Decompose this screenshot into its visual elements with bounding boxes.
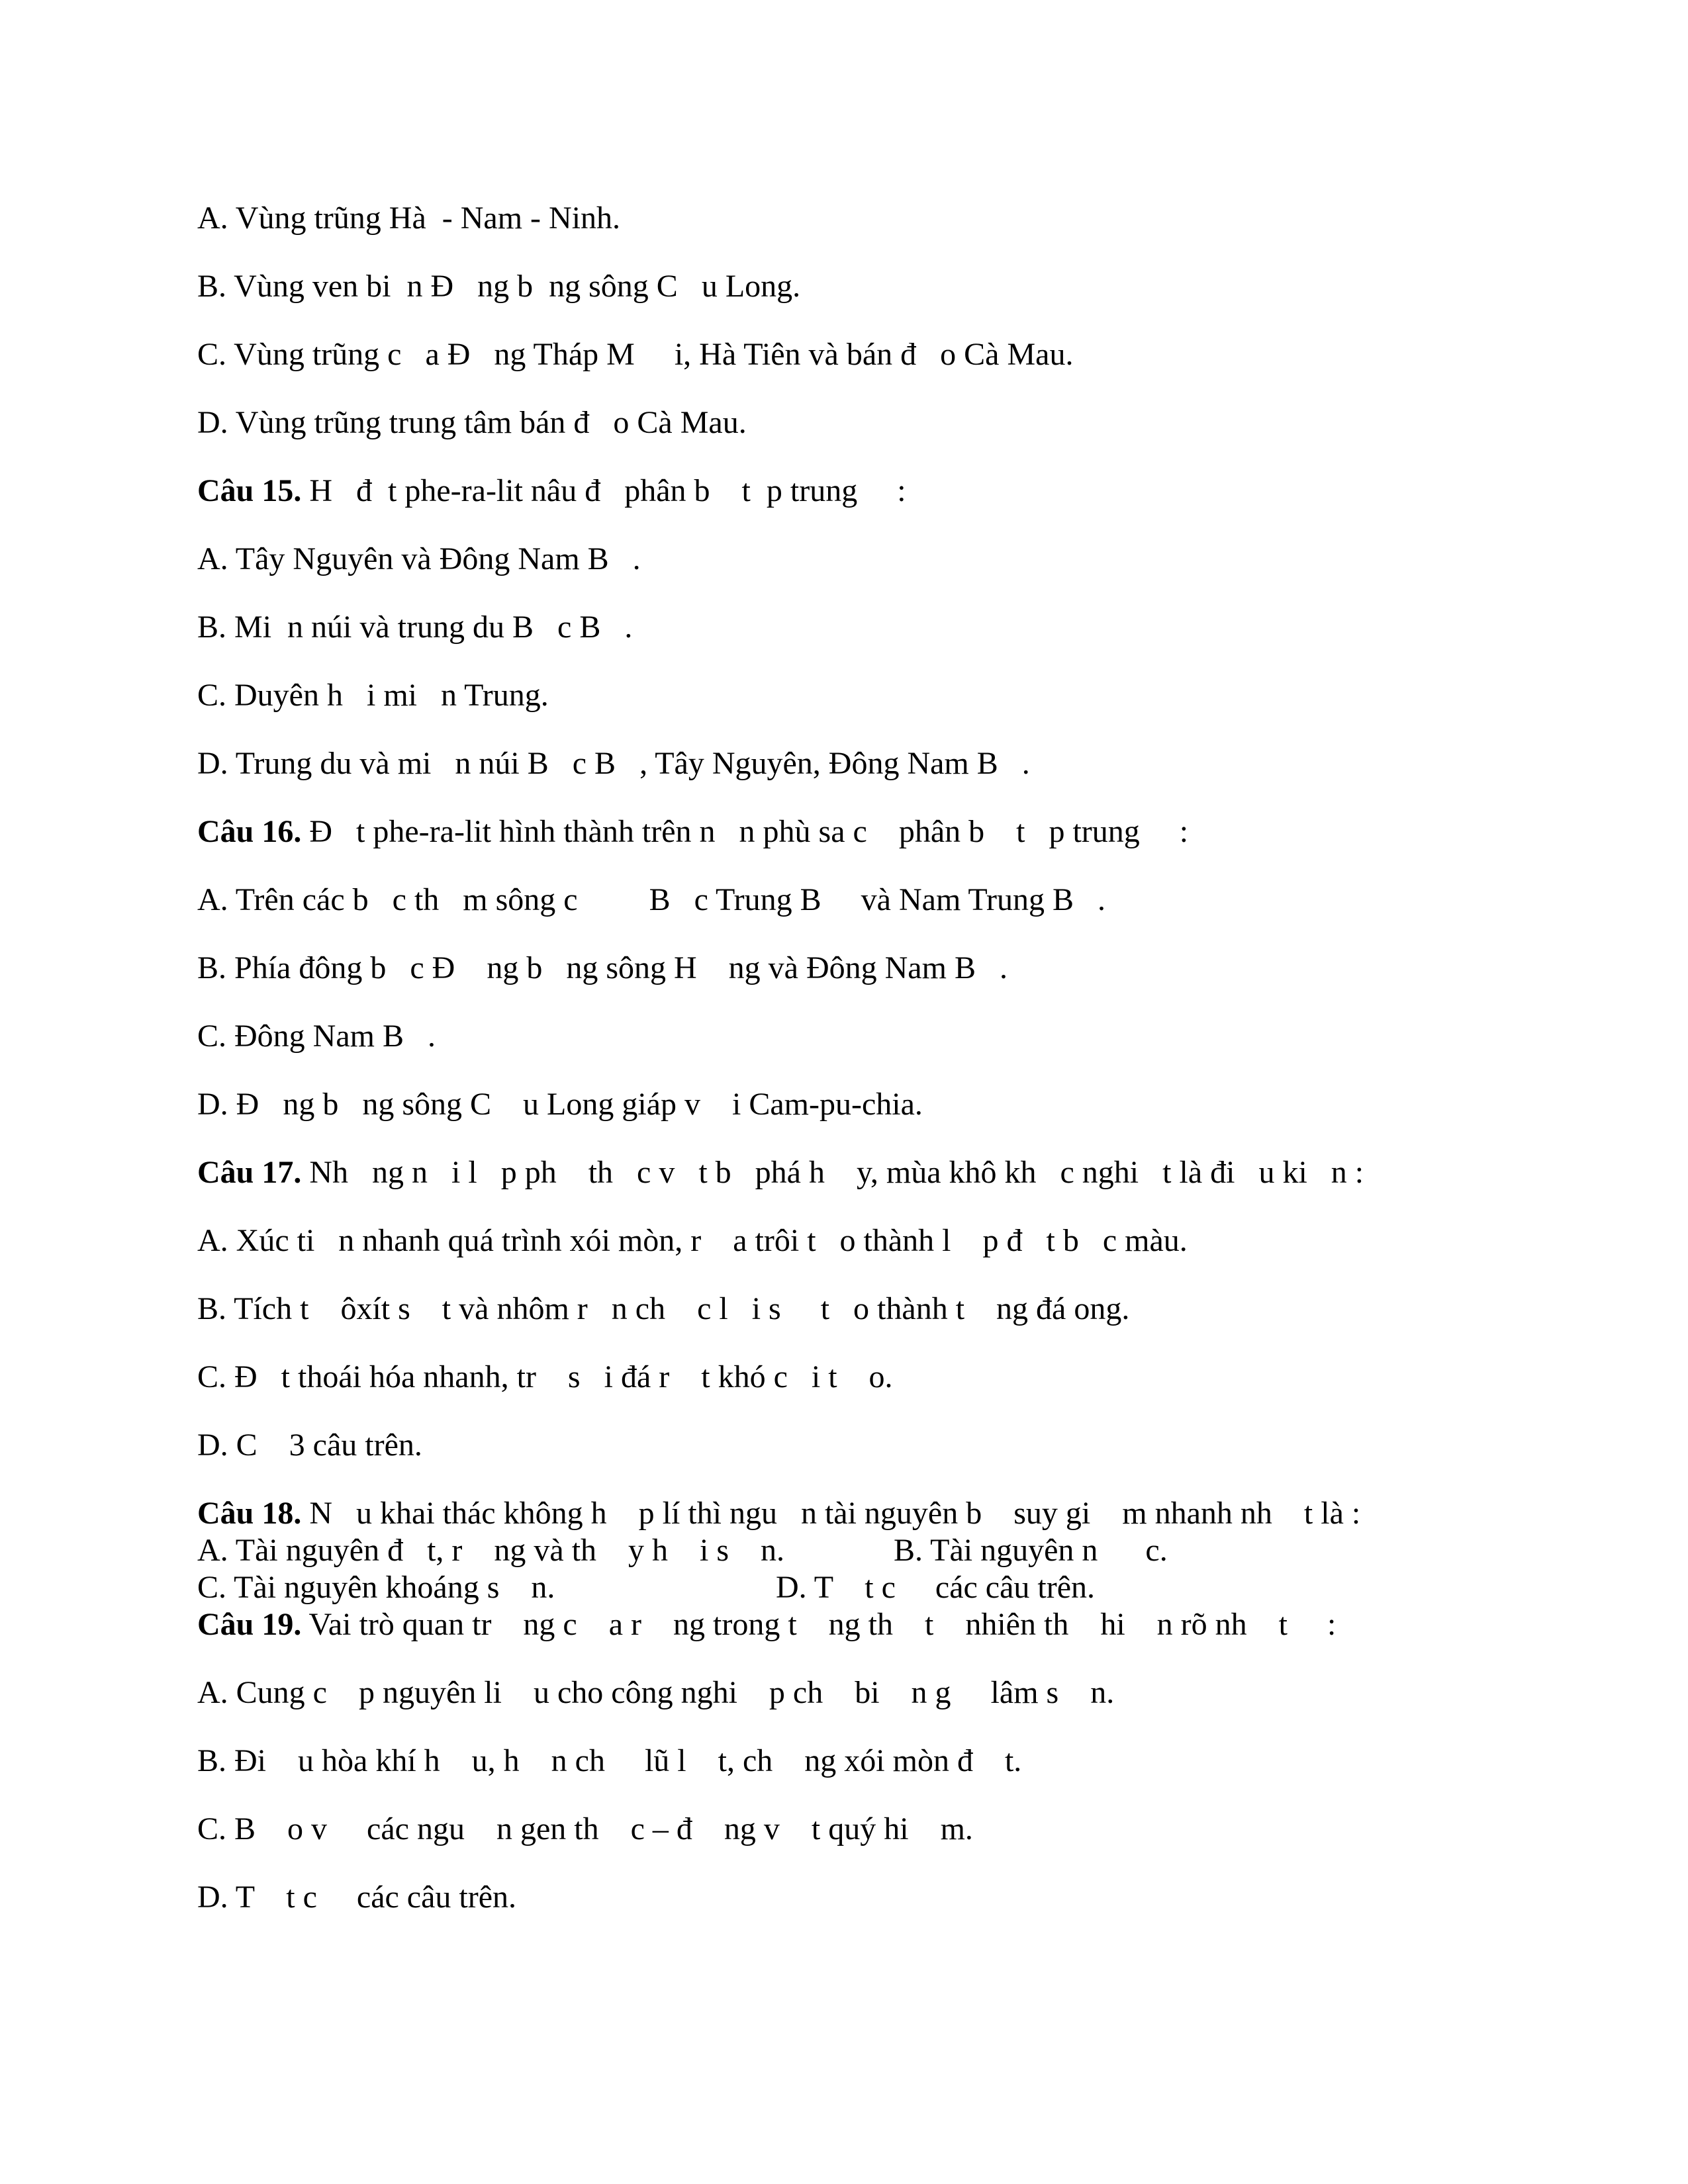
q18-option-c: C. Tài nguyên khoáng s n.	[197, 1570, 555, 1605]
q17-option-c: C. Đ t thoái hóa nhanh, tr s i đá r t khó c i t o.	[197, 1359, 893, 1394]
q18-option-b: B. Tài nguyên n c.	[894, 1533, 1168, 1568]
q19-label: Câu 19.	[197, 1607, 302, 1642]
q14-option-d: D. Vùng trũng trung tâm bán đ o Cà Mau.	[197, 405, 747, 440]
q19-option-b: B. Đi u hòa khí h u, h n ch lũ l t, ch ng xói mòn đ t.	[197, 1743, 1022, 1778]
q16-option-c: C. Đông Nam B .	[197, 1019, 436, 1054]
q17-label: Câu 17.	[197, 1155, 302, 1190]
q19-option-c: C. B o v các ngu n gen th c – đ ng v t quý hi m.	[197, 1811, 973, 1846]
q14-option-c: C. Vùng trũng c a Đ ng Tháp M i, Hà Tiên và bán đ o Cà Mau.	[197, 337, 1074, 372]
q16-text: Đ t phe-ra-lit hình thành trên n n phù sa c phân b t p trung :	[301, 814, 1189, 849]
q14-option-a: A. Vùng trũng Hà - Nam - Ninh.	[197, 201, 621, 236]
q18-option-d: D. T t c các câu trên.	[776, 1570, 1096, 1605]
q16-option-d: D. Đ ng b ng sông C u Long giáp v i Cam-pu-chia.	[197, 1087, 923, 1122]
q14-option-b: B. Vùng ven bi n Đ ng b ng sông C u Long.	[197, 269, 801, 304]
q16-question	[197, 813, 1188, 850]
q18-text: N u khai thác không h p lí thì ngu n tài nguyên b suy gi m nhanh nh t là :	[301, 1496, 1361, 1531]
q18-label: Câu 18.	[197, 1496, 302, 1531]
q19-option-d: D. T t c các câu trên.	[197, 1880, 517, 1915]
q18-question	[197, 1495, 1360, 1532]
q15-option-c: C. Duyên h i mi n Trung.	[197, 678, 549, 713]
q17-text: Nh ng n i l p ph th c v t b phá h y, mùa khô kh c nghi t là đi u ki n :	[301, 1155, 1364, 1190]
q17-option-a: A. Xúc ti n nhanh quá trình xói mòn, r a trôi t o thành l p đ t b c màu.	[197, 1223, 1188, 1258]
q16-option-b: B. Phía đông b c Đ ng b ng sông H ng và Đông Nam B .	[197, 950, 1008, 985]
q19-option-a: A. Cung c p nguyên li u cho công nghi p ch bi n g lâm s n.	[197, 1675, 1115, 1710]
q15-question	[197, 473, 906, 510]
q19-question	[197, 1606, 1336, 1643]
q17-question	[197, 1154, 1364, 1191]
q16-label: Câu 16.	[197, 814, 302, 849]
q18-option-a: A. Tài nguyên đ t, r ng và th y h i s n.	[197, 1533, 785, 1568]
q16-option-a: A. Trên các b c th m sông c B c Trung B và Nam Trung B .	[197, 882, 1106, 917]
q15-option-d: D. Trung du và mi n núi B c B , Tây Nguyên, Đông Nam B .	[197, 746, 1030, 781]
q15-option-a: A. Tây Nguyên và Đông Nam B .	[197, 541, 641, 576]
q15-text: H đ t phe-ra-lit nâu đ phân b t p trung :	[301, 473, 906, 508]
q17-option-b: B. Tích t ôxít s t và nhôm r n ch c l i s t o thành t ng đá ong.	[197, 1291, 1130, 1326]
q15-option-b: B. Mi n núi và trung du B c B .	[197, 610, 633, 645]
q15-label: Câu 15.	[197, 473, 302, 508]
q19-text: Vai trò quan tr ng c a r ng trong t ng th t nhiên th hi n rõ nh t :	[301, 1607, 1336, 1642]
q17-option-d: D. C 3 câu trên.	[197, 1428, 422, 1463]
